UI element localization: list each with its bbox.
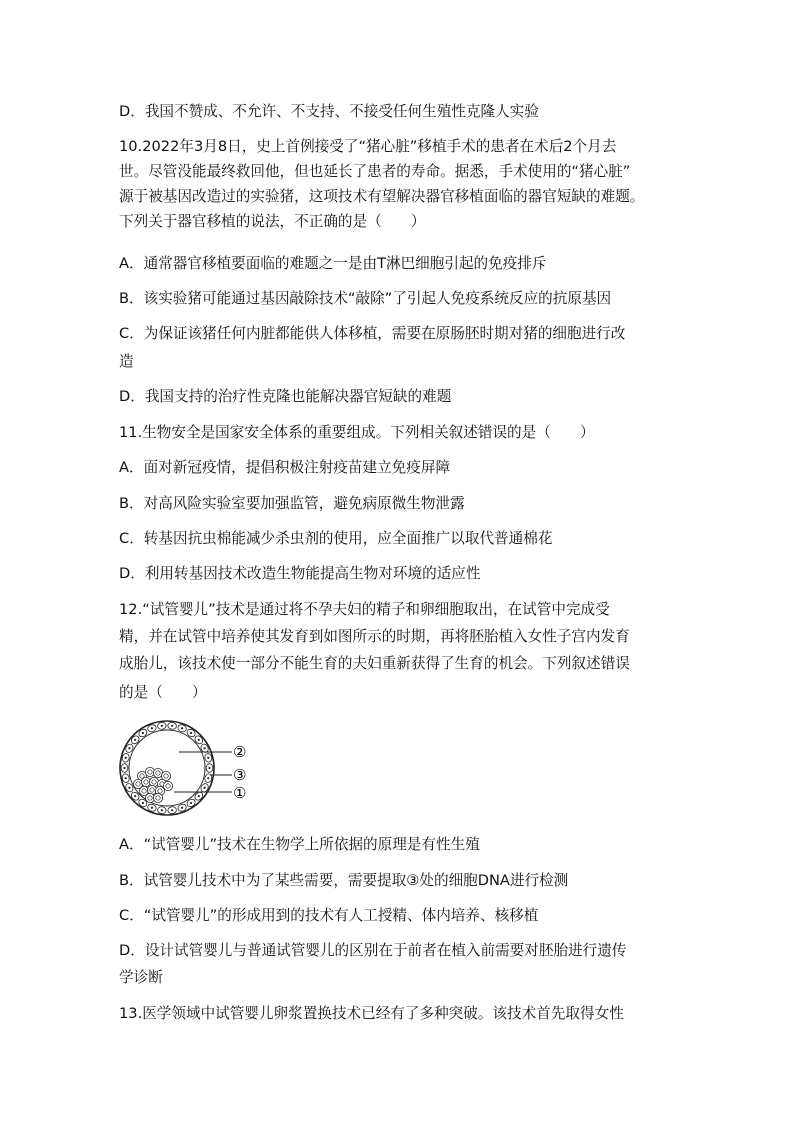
trophoblast-cell-nucleus — [128, 747, 130, 749]
q12-option-b: B．试管婴儿技术中为了某些需要，需要提取③处的细胞DNA进行检测 — [119, 872, 569, 889]
trophoblast-cell-nucleus — [208, 767, 210, 769]
label-3: ③ — [233, 766, 247, 784]
q10-option-c-line-1: C．为保证该猪任何内脏都能供人体移植，需要在原肠胚时期对猪的细胞进行改 — [119, 325, 626, 342]
trophoblast-cell-nucleus — [128, 787, 130, 789]
q11-option-d: D．利用转基因技术改造生物能提高生物对环境的适应性 — [119, 565, 481, 582]
trophoblast-cell-nucleus — [181, 807, 183, 809]
trophoblast-cell-nucleus — [207, 757, 209, 759]
q13-stem: 13.医学领域中试管婴儿卵浆置换技术已经有了多种突破。该技术首先取得女性 — [119, 1005, 624, 1022]
trophoblast-cell-nucleus — [125, 757, 127, 759]
trophoblast-cell-nucleus — [171, 725, 173, 727]
inner-cell — [163, 781, 172, 790]
q9-option-d: D．我国不赞成、不允许、不支持、不接受任何生殖性克隆人实验 — [119, 103, 539, 120]
q10-stem-line-4: 下列关于器官移植的说法，不正确的是（ ） — [119, 213, 426, 230]
q10-stem-line-1: 10.2022年3月8日，史上首例接受了“猪心脏”移植手术的患者在术后2个月去 — [119, 138, 617, 155]
q12-stem-line-1: 12.“试管婴儿”技术是通过将不孕夫妇的精子和卵细胞取出，在试管中完成受 — [119, 601, 610, 618]
q12-stem-line-2: 精，并在试管中培养使其发育到如图所示的时期，再将胚胎植入女性子宫内发育 — [119, 628, 630, 645]
q12-option-a: A．“试管婴儿”技术在生物学上所依据的原理是有性生殖 — [119, 836, 480, 853]
trophoblast-cell-nucleus — [181, 727, 183, 729]
q10-option-c-line-2: 造 — [119, 353, 134, 370]
q12-stem-line-4: 的是（ ） — [119, 684, 207, 701]
label-1: ① — [233, 784, 247, 802]
trophoblast-inner-outline — [129, 730, 205, 806]
trophoblast-cell-nucleus — [123, 767, 125, 769]
trophoblast-cell-nucleus — [198, 795, 200, 797]
q10-stem-line-2: 世。尽管没能最终救回他，但也延长了患者的寿命。据悉，手术使用的“猪心脏” — [119, 163, 631, 180]
trophoblast-cell-nucleus — [204, 787, 206, 789]
q10-stem-line-3: 源于被基因改造过的实验猪，这项技术有望解决器官移植面临的器官短缺的难题。 — [119, 188, 645, 205]
q12-option-d-line-1: D．设计试管婴儿与普通试管婴儿的区别在于前者在植入前需要对胚胎进行遗传 — [119, 942, 627, 959]
trophoblast-cell-nucleus — [125, 777, 127, 779]
q11-option-a: A．面对新冠疫情，提倡积极注射疫苗建立免疫屏障 — [119, 459, 451, 476]
q10-option-b: B．该实验猪可能通过基因敲除技术“敲除”了引起人免疫系统反应的抗原基因 — [119, 290, 612, 307]
trophoblast-cell-nucleus — [190, 732, 192, 734]
trophoblast-cell-nucleus — [142, 802, 144, 804]
q11-option-c: C．转基因抗虫棉能减少杀虫剂的使用，应全面推广以取代普通棉花 — [119, 530, 553, 547]
q10-option-d: D．我国支持的治疗性克隆也能解决器官短缺的难题 — [119, 388, 452, 405]
q11-option-b: B．对高风险实验室要加强监管，避免病原微生物泄露 — [119, 495, 465, 512]
q12-option-c: C．“试管婴儿”的形成用到的技术有人工授精、体内培养、核移植 — [119, 907, 539, 924]
trophoblast-cell-nucleus — [151, 727, 153, 729]
trophoblast-cell-nucleus — [161, 725, 163, 727]
q12-stem-line-3: 成胎儿，该技术使一部分不能生育的夫妇重新获得了生育的机会。下列叙述错误 — [119, 655, 630, 672]
inner-cell — [153, 793, 162, 802]
trophoblast-cell-nucleus — [198, 739, 200, 741]
trophoblast-cell-nucleus — [134, 739, 136, 741]
trophoblast-cell-nucleus — [204, 747, 206, 749]
trophoblast-cell-nucleus — [151, 807, 153, 809]
trophoblast-cell-nucleus — [190, 802, 192, 804]
trophoblast-cell-nucleus — [171, 809, 173, 811]
q12-option-d-line-2: 学诊断 — [119, 969, 163, 986]
q11-stem: 11.生物安全是国家安全体系的重要组成。下列相关叙述错误的是（ ） — [119, 424, 595, 441]
trophoblast-cell-nucleus — [207, 777, 209, 779]
q10-option-a: A．通常器官移植要面临的难题之一是由T淋巴细胞引起的免疫排斥 — [119, 255, 547, 272]
blastocyst-diagram — [116, 718, 276, 818]
trophoblast-cell-nucleus — [161, 809, 163, 811]
trophoblast-cell-nucleus — [142, 732, 144, 734]
trophoblast-cell-nucleus — [134, 795, 136, 797]
label-2: ② — [233, 743, 247, 761]
